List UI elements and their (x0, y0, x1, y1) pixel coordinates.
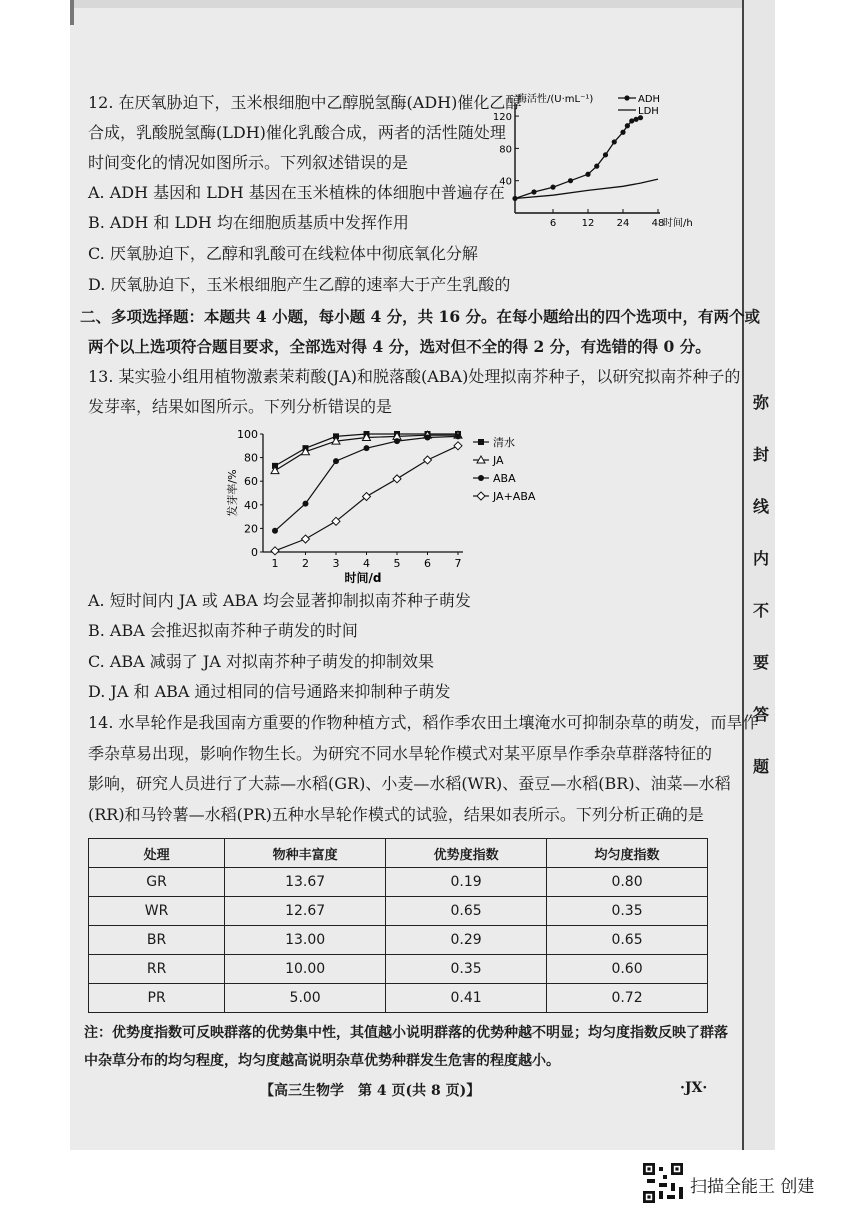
q12-stem-line: 12. 在厌氧胁迫下，玉米根细胞中乙醇脱氢酶(ADH)催化乙醇 (88, 93, 522, 112)
data-point (394, 438, 400, 444)
data-point (455, 433, 461, 439)
legend-label: ADH (638, 94, 661, 105)
series-line-ldh (515, 179, 658, 198)
table-header-row (89, 839, 708, 868)
scanner-watermark: 扫描全能王 创建 (690, 1177, 815, 1197)
x-tick-label: 3 (332, 557, 340, 570)
sheet-edge-mark (70, 0, 74, 25)
q12-stem-line: 合成，乳酸脱氢酶(LDH)催化乳酸合成，两者的活性随处理 (88, 123, 506, 142)
seal-text (750, 395, 772, 811)
table-cell: WR (89, 897, 225, 926)
q13-stem-line: 发芽率，结果如图所示。下列分析错误的是 (88, 397, 393, 416)
q12-option-a: A. ADH 基因和 LDH 基因在玉米植株的体细胞中普遍存在 (88, 183, 505, 202)
table-note-line: 注：优势度指数可反映群落的优势集中性，其值越小说明群落的优势种越不明显；均匀度指数反映了群落 (84, 1025, 728, 1041)
legend-label: JA (493, 454, 504, 467)
data-point-adh (612, 139, 617, 144)
q14-stem-line: 季杂草易出现，影响作物生长。为研究不同水旱轮作模式对某平原旱作季杂草群落特征的 (88, 744, 713, 763)
x-tick-label: 24 (616, 218, 630, 229)
table-header: 均匀度指数 (547, 839, 708, 868)
x-tick-label: 6 (549, 218, 557, 229)
data-point (393, 475, 401, 483)
x-tick-label: 5 (393, 557, 401, 570)
y-tick-label: 60 (244, 475, 258, 489)
q13-stem-line: 13. 某实验小组用植物激素茉莉酸(JA)和脱落酸(ABA)处理拟南芥种子，以研究拟南芥种子的 (88, 367, 741, 386)
seal-char: 题 (752, 757, 769, 776)
table-cell: 13.67 (225, 868, 386, 897)
y-tick-label: 100 (237, 428, 258, 441)
table-note-line: 中杂草分布的均匀程度，均匀度越高说明杂草优势种群发生危害的程度越小。 (84, 1053, 560, 1069)
q13-option-b: B. ABA 会推迟拟南芥种子萌发的时间 (88, 621, 358, 640)
data-point (271, 547, 279, 555)
legend-label: 清水 (493, 436, 515, 449)
legend-marker (624, 95, 629, 100)
q14-stem-line: (RR)和马铃薯—水稻(PR)五种水旱轮作模式的试验，结果如表所示。下列分析正确的是 (88, 805, 704, 824)
x-tick-label: 7 (454, 557, 462, 570)
x-axis-title: 时间/h (663, 218, 693, 229)
y-tick-label: 80 (244, 451, 258, 465)
data-point-adh (603, 152, 608, 157)
y-axis-title: 酶活性/(U·mL⁻¹) (517, 94, 594, 105)
table-cell: 0.19 (386, 868, 547, 897)
data-point-adh (585, 172, 590, 177)
data-point-adh (594, 164, 599, 169)
seal-char: 封 (752, 445, 769, 464)
table-cell: RR (89, 955, 225, 984)
table-row (89, 868, 708, 897)
seal-char: 内 (752, 549, 769, 568)
table-cell: 12.67 (225, 897, 386, 926)
data-point (424, 456, 432, 464)
qr-code-icon (643, 1163, 683, 1203)
table-cell: BR (89, 926, 225, 955)
y-axis-title: 发芽率/% (226, 469, 239, 517)
data-point-adh (531, 189, 536, 194)
table-cell: 0.41 (386, 984, 547, 1013)
y-tick-label: 20 (244, 522, 258, 536)
enzyme-activity-chart (492, 88, 700, 236)
table-header: 物种丰富度 (225, 839, 386, 868)
data-point (272, 528, 278, 534)
table-cell: 10.00 (225, 955, 386, 984)
data-point (333, 458, 339, 464)
q14-stem-line: 影响，研究人员进行了大蒜—水稻(GR)、小麦—水稻(WR)、蚕豆—水稻(BR)、油菜—水稻 (88, 774, 731, 793)
table-cell: 0.35 (386, 955, 547, 984)
q13-option-d: D. JA 和 ABA 通过相同的信号通路来抑制种子萌发 (88, 682, 451, 701)
x-tick-label: 4 (363, 557, 370, 570)
table-cell: PR (89, 984, 225, 1013)
data-point-adh (620, 130, 625, 135)
section-title: 二、多项选择题：本题共 4 小题，每小题 4 分，共 16 分。在每小题给出的四个选项中，有两个或 (80, 307, 761, 326)
legend-marker (478, 475, 484, 481)
sheet-top-strip (70, 0, 775, 8)
seal-char: 答 (752, 705, 769, 724)
x-axis-title: 时间/d (344, 571, 382, 585)
table-cell: 0.60 (547, 955, 708, 984)
y-tick-label: 40 (499, 176, 512, 188)
data-point (454, 442, 462, 450)
table-cell: 0.65 (386, 897, 547, 926)
seal-char: 线 (752, 497, 769, 516)
x-tick-label: 6 (424, 557, 431, 570)
seal-char: 要 (752, 653, 769, 672)
table-cell: 0.35 (547, 897, 708, 926)
rotation-results-table (88, 838, 708, 1013)
table-cell: 0.72 (547, 984, 708, 1013)
table-cell: 13.00 (225, 926, 386, 955)
table-cell: 0.29 (386, 926, 547, 955)
data-point-adh (568, 178, 573, 183)
q13-option-c: C. ABA 减弱了 JA 对拟南芥种子萌发的抑制效果 (88, 652, 434, 671)
q13-option-a: A. 短时间内 JA 或 ABA 均会显著抑制拟南芥种子萌发 (88, 591, 471, 610)
legend-label: ABA (493, 472, 516, 485)
legend-marker (477, 492, 485, 500)
seal-char: 弥 (752, 393, 769, 412)
data-point (364, 445, 370, 451)
data-point (303, 501, 309, 507)
seal-line (742, 0, 744, 1150)
section-title-line2: 两个以上选项符合题目要求，全部选对得 4 分，选对但不全的得 2 分，有选错的得 0 分。 (88, 337, 711, 356)
legend-marker (478, 439, 484, 445)
table-cell: 5.00 (225, 984, 386, 1013)
table-row (89, 897, 708, 926)
table-cell: 0.80 (547, 868, 708, 897)
legend-label: JA+ABA (493, 490, 536, 503)
q12-option-d: D. 厌氧胁迫下，玉米根细胞产生乙醇的速率大于产生乳酸的 (88, 275, 511, 294)
x-tick-label: 1 (271, 557, 279, 570)
y-tick-label: 0 (251, 546, 258, 559)
table-cell: 0.65 (547, 926, 708, 955)
legend-label: LDH (638, 106, 659, 117)
y-tick-label: 40 (244, 498, 258, 512)
table-row (89, 955, 708, 984)
seal-char: 不 (752, 601, 769, 620)
table-header: 优势度指数 (386, 839, 547, 868)
q12-option-c: C. 厌氧胁迫下，乙醇和乳酸可在线粒体中彻底氧化分解 (88, 244, 478, 263)
y-tick-label: 120 (492, 112, 512, 124)
data-point-adh (625, 123, 630, 128)
data-point (425, 435, 431, 441)
table-cell: GR (89, 868, 225, 897)
data-point-adh (550, 185, 555, 190)
data-point (302, 535, 310, 543)
q14-stem-line: 14. 水旱轮作是我国南方重要的作物种植方式，稻作季农田土壤淹水可抑制杂草的萌发，而旱作 (88, 713, 759, 732)
germination-rate-chart (225, 422, 555, 587)
table-header: 处理 (89, 839, 225, 868)
paper-code: ·JX· (680, 1080, 708, 1096)
q12-stem-line: 时间变化的情况如图所示。下列叙述错误的是 (88, 153, 409, 172)
x-tick-label: 2 (302, 557, 309, 570)
q12-option-b: B. ADH 和 LDH 均在细胞质基质中发挥作用 (88, 213, 409, 232)
x-tick-label: 12 (581, 218, 595, 229)
x-tick-label: 48 (651, 218, 665, 229)
page-footer: 【高三生物学 第 4 页(共 8 页)】 (260, 1083, 481, 1099)
table-row (89, 926, 708, 955)
table-row (89, 984, 708, 1013)
y-tick-label: 80 (499, 144, 512, 156)
